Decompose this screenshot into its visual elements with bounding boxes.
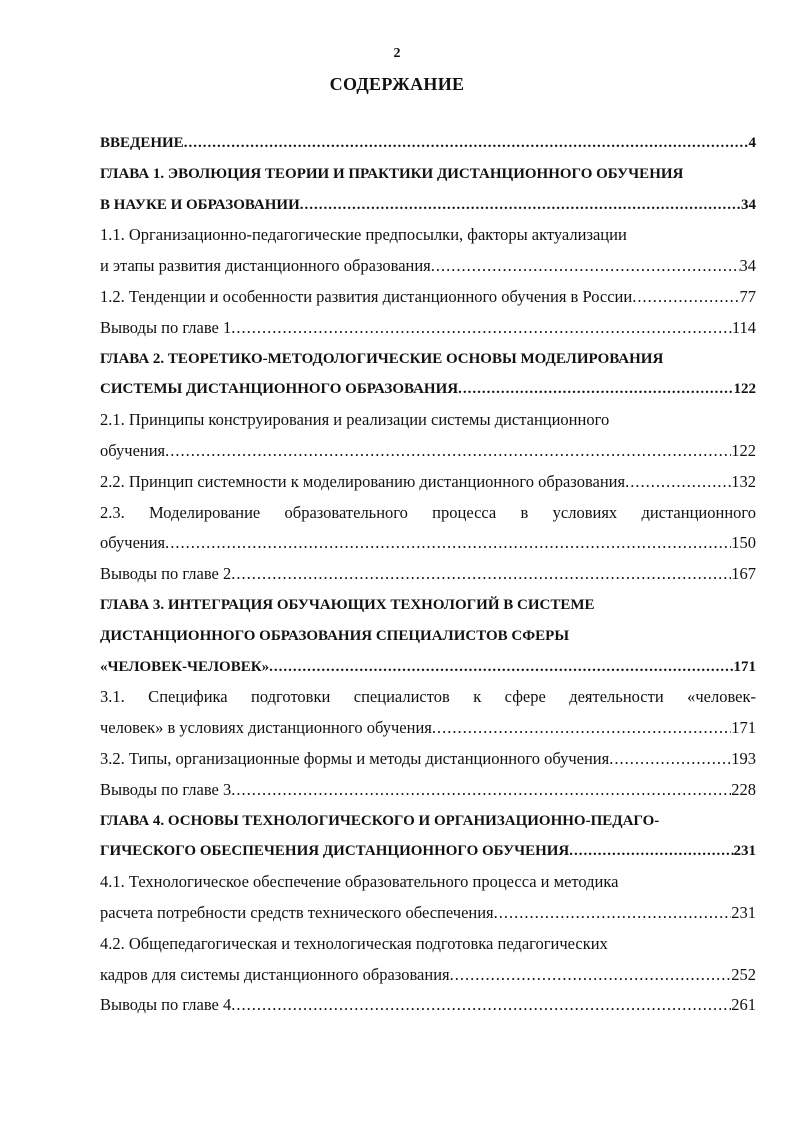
- toc-entry: [100, 313, 756, 344]
- toc-entry-title: ГЛАВА 4. ОСНОВЫ ТЕХНОЛОГИЧЕСКОГО И ОРГАНИЗАЦИОННО-ПЕДАГО-: [100, 812, 660, 829]
- toc-entry-page: 252: [731, 964, 756, 984]
- toc-entry-title: 3.1. Специфика подготовки специалистов к сфере деятельности «человек-: [100, 687, 756, 707]
- toc-entry: [100, 960, 756, 991]
- toc-entry: [100, 528, 756, 559]
- toc-entry-title: 2.2. Принцип системности к моделированию дистанционного образования: [100, 471, 626, 491]
- toc-entry-page: 231: [731, 902, 756, 922]
- toc-leader-dots: [625, 467, 731, 498]
- toc-leader-dots: [231, 313, 732, 344]
- toc-entry-page: 171: [733, 658, 756, 675]
- toc-entry-page: 132: [731, 471, 756, 491]
- toc-entry-title: Выводы по главе 3: [100, 779, 232, 799]
- toc-entry-title: 3.2. Типы, организационные формы и методы дистанционного обучения: [100, 748, 610, 768]
- toc-entry: [100, 682, 756, 713]
- page-title: СОДЕРЖАНИЕ: [329, 74, 465, 94]
- toc-entry: [100, 282, 756, 313]
- toc-entry-page: 231: [733, 843, 756, 860]
- toc-entry-title: ВВЕДЕНИЕ: [100, 135, 184, 151]
- toc-entry-title: ДИСТАНЦИОННОГО ОБРАЗОВАНИЯ СПЕЦИАЛИСТОВ СФЕРЫ: [100, 627, 570, 644]
- toc-entry: [100, 436, 756, 467]
- toc-entry-title: и этапы развития дистанционного образования: [100, 256, 431, 276]
- toc-entry-page: 122: [731, 440, 756, 460]
- toc-leader-dots: [494, 898, 732, 929]
- toc-entry-title: ГИЧЕСКОГО ОБЕСПЕЧЕНИЯ ДИСТАНЦИОННОГО ОБУЧЕНИЯ: [100, 843, 570, 860]
- toc-entry: [100, 159, 756, 190]
- toc-leader-dots: [569, 836, 733, 867]
- toc-entry: [100, 190, 756, 221]
- toc-entry-title: 4.1. Технологическое обеспечение образовательного процесса и методика: [100, 872, 619, 892]
- toc-leader-dots: [632, 282, 739, 313]
- toc-entry: [100, 498, 756, 529]
- toc-leader-dots: [458, 374, 733, 405]
- toc-entry: [100, 251, 756, 282]
- toc-entry: [100, 806, 756, 837]
- toc-entry-title: СИСТЕМЫ ДИСТАНЦИОННОГО ОБРАЗОВАНИЯ: [100, 381, 459, 398]
- toc-entry-page: 34: [741, 196, 756, 213]
- toc-entry-title: человек» в условиях дистанционного обучения: [100, 718, 432, 738]
- toc-leader-dots: [231, 775, 731, 806]
- toc-entry-page: 77: [739, 286, 756, 306]
- toc-leader-dots: [269, 652, 733, 683]
- toc-entry-title: ГЛАВА 1. ЭВОЛЮЦИЯ ТЕОРИИ И ПРАКТИКИ ДИСТАНЦИОННОГО ОБУЧЕНИЯ: [100, 165, 684, 182]
- toc-entry-title: Выводы по главе 2: [100, 564, 232, 584]
- toc-entry: [100, 374, 756, 405]
- toc-entry: [100, 744, 756, 775]
- toc-entry-title: 4.2. Общепедагогическая и технологическая подготовка педагогических: [100, 933, 608, 953]
- toc-entry-page: 34: [739, 256, 756, 276]
- toc-entry: [100, 867, 756, 898]
- toc-entry: [100, 836, 756, 867]
- toc-entry-title: ГЛАВА 2. ТЕОРЕТИКО-МЕТОДОЛОГИЧЕСКИЕ ОСНОВЫ МОДЕЛИРОВАНИЯ: [100, 350, 664, 367]
- page-number: 2: [393, 46, 401, 61]
- toc-leader-dots: [609, 744, 731, 775]
- toc-leader-dots: [231, 990, 731, 1021]
- toc-entry: [100, 590, 756, 621]
- toc-entry-title: кадров для системы дистанционного образования: [100, 964, 450, 984]
- toc-entry: [100, 128, 756, 159]
- toc-entry: [100, 990, 756, 1021]
- toc-entry: [100, 405, 756, 436]
- toc-entry-title: 1.1. Организационно-педагогические предпосылки, факторы актуализации: [100, 225, 627, 245]
- toc-entry-title: 1.2. Тенденции и особенности развития дистанционного обучения в России: [100, 286, 633, 306]
- toc-entry: [100, 775, 756, 806]
- toc-entry-page: 261: [731, 995, 756, 1015]
- toc-entry: [100, 467, 756, 498]
- toc-leader-dots: [431, 251, 740, 282]
- toc-entry-page: 150: [731, 533, 756, 553]
- toc-entry: [100, 898, 756, 929]
- toc-entry: [100, 713, 756, 744]
- toc-entry-title: Выводы по главе 1: [100, 317, 232, 337]
- table-of-contents: [100, 128, 756, 1021]
- toc-entry-page: 4: [748, 135, 756, 151]
- toc-entry: [100, 559, 756, 590]
- toc-leader-dots: [165, 528, 731, 559]
- toc-entry: [100, 652, 756, 683]
- toc-leader-dots: [450, 960, 732, 991]
- toc-entry: [100, 621, 756, 652]
- toc-leader-dots: [165, 436, 731, 467]
- toc-leader-dots: [432, 713, 731, 744]
- toc-entry-page: 171: [731, 718, 756, 738]
- toc-leader-dots: [184, 128, 749, 159]
- toc-entry: [100, 344, 756, 375]
- toc-leader-dots: [231, 559, 731, 590]
- toc-entry-title: 2.3. Моделирование образовательного процесса в условиях дистанционного: [100, 502, 756, 522]
- toc-entry-title: ГЛАВА 3. ИНТЕГРАЦИЯ ОБУЧАЮЩИХ ТЕХНОЛОГИЙ В СИСТЕМЕ: [100, 596, 595, 613]
- toc-entry-page: 122: [733, 381, 756, 398]
- toc-entry-title: обучения: [100, 533, 166, 553]
- toc-entry-title: расчета потребности средств технического обеспечения: [100, 902, 494, 922]
- toc-entry: [100, 220, 756, 251]
- toc-entry: [100, 929, 756, 960]
- toc-entry-title: «ЧЕЛОВЕК-ЧЕЛОВЕК»: [100, 658, 270, 675]
- toc-entry-page: 193: [731, 748, 756, 768]
- toc-entry-title: В НАУКЕ И ОБРАЗОВАНИИ: [100, 196, 300, 213]
- toc-entry-page: 114: [731, 317, 756, 337]
- toc-leader-dots: [300, 190, 741, 221]
- toc-entry-title: обучения: [100, 440, 166, 460]
- toc-entry-title: 2.1. Принципы конструирования и реализации системы дистанционного: [100, 410, 610, 430]
- toc-entry-page: 167: [731, 564, 756, 584]
- toc-entry-title: Выводы по главе 4: [100, 995, 232, 1015]
- toc-entry-page: 228: [731, 779, 756, 799]
